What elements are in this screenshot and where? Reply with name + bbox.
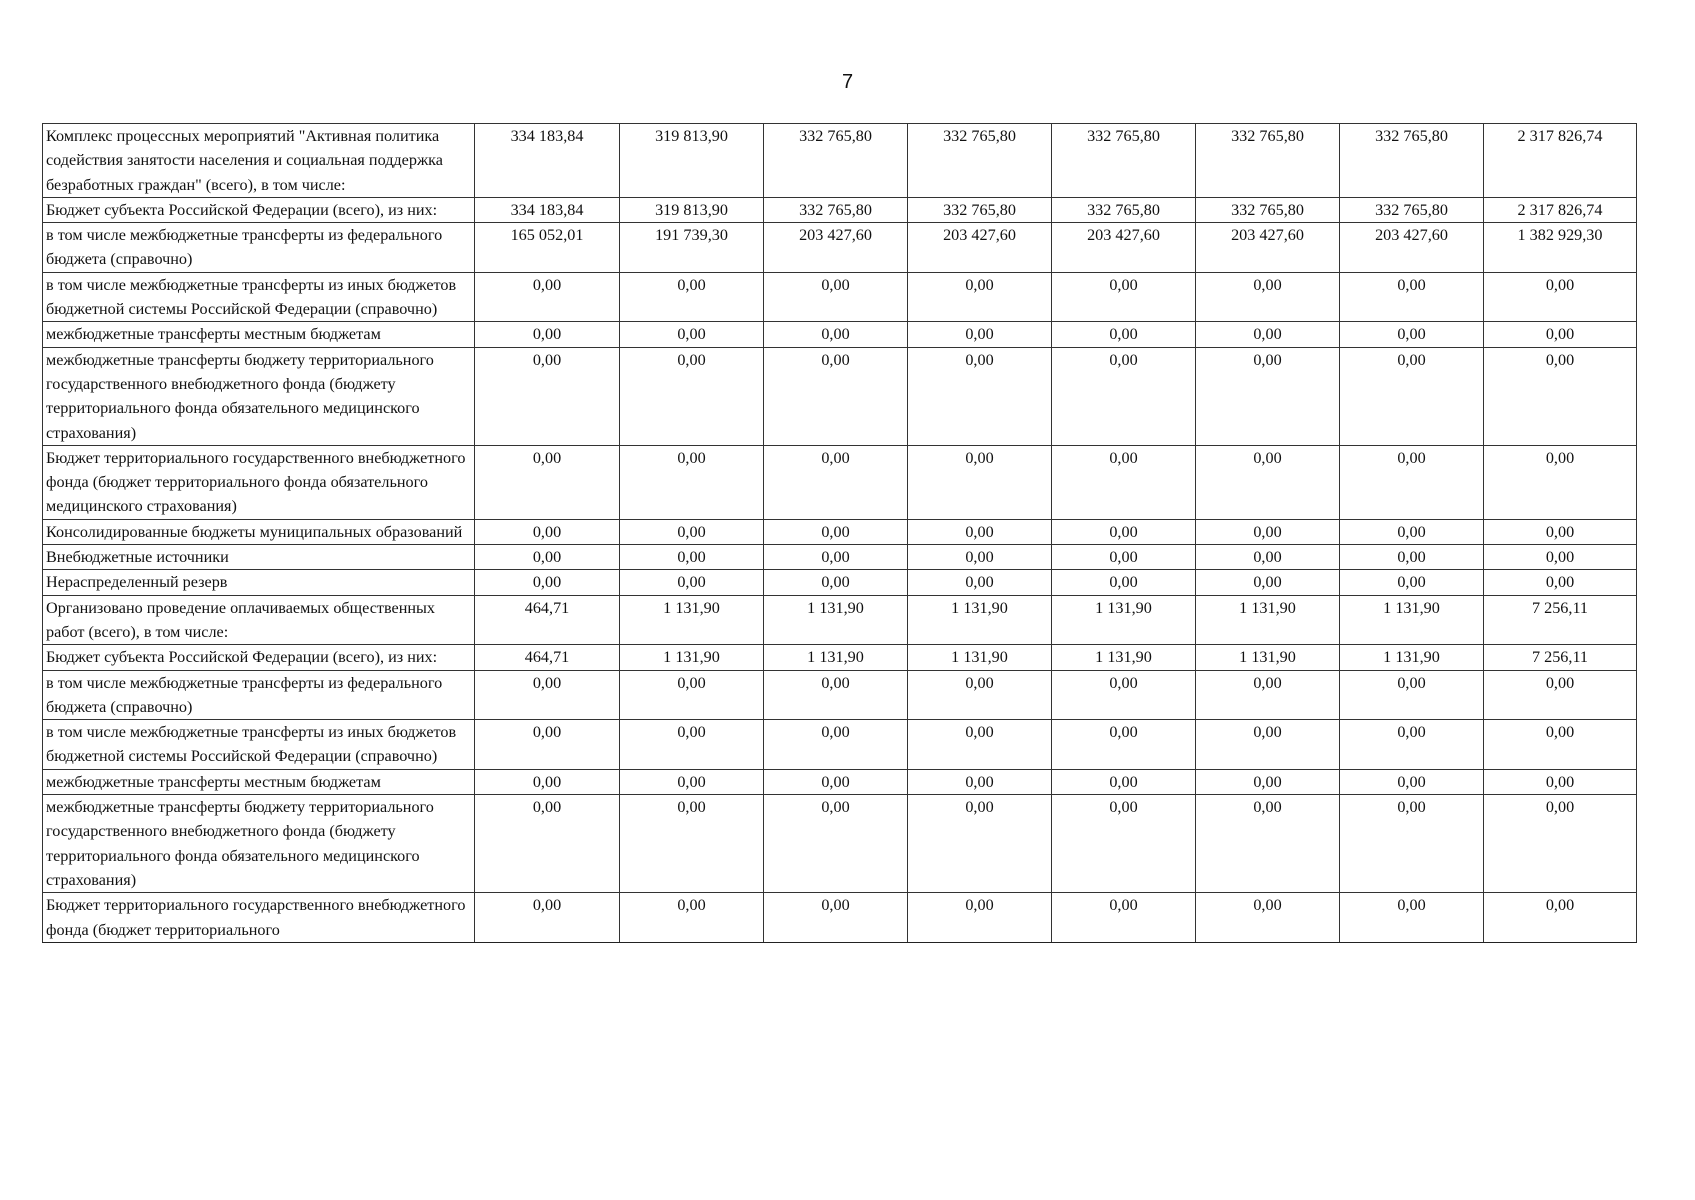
row-value-cell: 0,00 — [475, 519, 620, 544]
row-value-cell: 332 765,80 — [764, 197, 908, 222]
row-label: межбюджетные трансферты бюджету территориального государственного внебюджетного фонда (бюджету территориального фонда обязательного медицинского страхования) — [43, 347, 475, 445]
row-value-cell: 0,00 — [908, 347, 1052, 445]
row-value-cell: 0,00 — [908, 322, 1052, 347]
row-value-cell: 0,00 — [1052, 570, 1196, 595]
row-total-cell: 7 256,11 — [1484, 595, 1637, 645]
row-value-cell: 0,00 — [1052, 519, 1196, 544]
row-label: Консолидированные бюджеты муниципальных образований — [43, 519, 475, 544]
row-value-cell: 0,00 — [908, 720, 1052, 770]
row-total-cell: 2 317 826,74 — [1484, 124, 1637, 198]
row-value-cell: 0,00 — [764, 570, 908, 595]
row-total-cell: 7 256,11 — [1484, 645, 1637, 670]
row-value-cell: 1 131,90 — [620, 645, 764, 670]
row-label: в том числе межбюджетные трансферты из федерального бюджета (справочно) — [43, 670, 475, 720]
row-value-cell: 332 765,80 — [1196, 197, 1340, 222]
row-value-cell: 0,00 — [620, 519, 764, 544]
table-row — [43, 223, 1637, 273]
row-value-cell: 0,00 — [908, 445, 1052, 519]
row-value-cell: 0,00 — [1052, 272, 1196, 322]
row-total-cell: 0,00 — [1484, 720, 1637, 770]
row-value-cell: 1 131,90 — [620, 595, 764, 645]
row-total-cell: 0,00 — [1484, 670, 1637, 720]
row-value-cell: 0,00 — [620, 795, 764, 893]
row-value-cell: 319 813,90 — [620, 124, 764, 198]
row-value-cell: 0,00 — [1340, 445, 1484, 519]
table-row — [43, 197, 1637, 222]
row-value-cell: 203 427,60 — [1196, 223, 1340, 273]
row-value-cell: 0,00 — [908, 769, 1052, 794]
row-value-cell: 332 765,80 — [764, 124, 908, 198]
row-value-cell: 332 765,80 — [1052, 124, 1196, 198]
table-row — [43, 670, 1637, 720]
row-total-cell: 0,00 — [1484, 769, 1637, 794]
row-value-cell: 0,00 — [1196, 519, 1340, 544]
table-row — [43, 595, 1637, 645]
row-value-cell: 332 765,80 — [908, 124, 1052, 198]
row-value-cell: 0,00 — [764, 272, 908, 322]
row-label: в том числе межбюджетные трансферты из иных бюджетов бюджетной системы Российской Федерации (справочно) — [43, 272, 475, 322]
row-value-cell: 334 183,84 — [475, 197, 620, 222]
row-value-cell: 0,00 — [908, 519, 1052, 544]
row-value-cell: 0,00 — [1052, 795, 1196, 893]
row-label: в том числе межбюджетные трансферты из федерального бюджета (справочно) — [43, 223, 475, 273]
row-value-cell: 0,00 — [475, 445, 620, 519]
row-value-cell: 0,00 — [764, 445, 908, 519]
row-value-cell: 203 427,60 — [764, 223, 908, 273]
row-value-cell: 0,00 — [1340, 795, 1484, 893]
table-row — [43, 445, 1637, 519]
row-value-cell: 0,00 — [1340, 893, 1484, 943]
row-value-cell: 0,00 — [1052, 545, 1196, 570]
row-value-cell: 0,00 — [764, 670, 908, 720]
row-value-cell: 0,00 — [620, 893, 764, 943]
row-value-cell: 0,00 — [1052, 322, 1196, 347]
row-value-cell: 0,00 — [1052, 893, 1196, 943]
page-number: 7 — [841, 71, 854, 93]
row-value-cell: 0,00 — [764, 322, 908, 347]
row-value-cell: 0,00 — [1052, 347, 1196, 445]
row-value-cell: 0,00 — [1196, 545, 1340, 570]
row-label: Бюджет субъекта Российской Федерации (всего), из них: — [43, 197, 475, 222]
row-value-cell: 0,00 — [1196, 322, 1340, 347]
row-value-cell: 1 131,90 — [764, 645, 908, 670]
table-row — [43, 769, 1637, 794]
row-value-cell: 0,00 — [475, 893, 620, 943]
row-value-cell: 0,00 — [620, 445, 764, 519]
row-value-cell: 332 765,80 — [1340, 197, 1484, 222]
row-value-cell: 0,00 — [764, 795, 908, 893]
row-value-cell: 203 427,60 — [1340, 223, 1484, 273]
row-total-cell: 0,00 — [1484, 545, 1637, 570]
row-value-cell: 1 131,90 — [1340, 645, 1484, 670]
row-value-cell: 0,00 — [475, 322, 620, 347]
table-row — [43, 272, 1637, 322]
row-value-cell: 0,00 — [475, 347, 620, 445]
row-value-cell: 0,00 — [1052, 720, 1196, 770]
row-value-cell: 0,00 — [1196, 769, 1340, 794]
row-total-cell: 0,00 — [1484, 570, 1637, 595]
row-value-cell: 1 131,90 — [1340, 595, 1484, 645]
table-row — [43, 795, 1637, 893]
row-value-cell: 0,00 — [475, 795, 620, 893]
row-value-cell: 0,00 — [620, 272, 764, 322]
row-total-cell: 0,00 — [1484, 795, 1637, 893]
row-value-cell: 1 131,90 — [764, 595, 908, 645]
row-label: Организовано проведение оплачиваемых общественных работ (всего), в том числе: — [43, 595, 475, 645]
row-value-cell: 0,00 — [1196, 893, 1340, 943]
row-label: Бюджет территориального государственного внебюджетного фонда (бюджет территориального фонда обязательного медицинского страхования) — [43, 445, 475, 519]
row-value-cell: 203 427,60 — [908, 223, 1052, 273]
row-value-cell: 0,00 — [620, 720, 764, 770]
row-value-cell: 464,71 — [475, 595, 620, 645]
row-value-cell: 0,00 — [764, 519, 908, 544]
row-value-cell: 0,00 — [908, 570, 1052, 595]
row-value-cell: 1 131,90 — [908, 595, 1052, 645]
row-label: Комплекс процессных мероприятий "Активная политика содействия занятости населения и социальная поддержка безработных граждан" (всего), в том числе: — [43, 124, 475, 198]
row-value-cell: 0,00 — [908, 795, 1052, 893]
row-value-cell: 0,00 — [475, 272, 620, 322]
row-value-cell: 0,00 — [1196, 570, 1340, 595]
table-body — [43, 124, 1637, 943]
budget-table — [42, 123, 1637, 943]
row-value-cell: 0,00 — [475, 545, 620, 570]
table-row — [43, 124, 1637, 198]
row-value-cell: 0,00 — [1196, 670, 1340, 720]
table-row — [43, 322, 1637, 347]
table-row — [43, 893, 1637, 943]
row-value-cell: 1 131,90 — [908, 645, 1052, 670]
row-total-cell: 0,00 — [1484, 322, 1637, 347]
row-value-cell: 0,00 — [1340, 570, 1484, 595]
row-value-cell: 0,00 — [1052, 769, 1196, 794]
row-value-cell: 334 183,84 — [475, 124, 620, 198]
row-value-cell: 0,00 — [1340, 545, 1484, 570]
row-value-cell: 191 739,30 — [620, 223, 764, 273]
row-value-cell: 0,00 — [1340, 670, 1484, 720]
row-total-cell: 0,00 — [1484, 893, 1637, 943]
row-value-cell: 0,00 — [620, 347, 764, 445]
table-row — [43, 720, 1637, 770]
table-row — [43, 645, 1637, 670]
row-label: Внебюджетные источники — [43, 545, 475, 570]
row-label: в том числе межбюджетные трансферты из иных бюджетов бюджетной системы Российской Федерации (справочно) — [43, 720, 475, 770]
row-value-cell: 0,00 — [620, 769, 764, 794]
row-value-cell: 0,00 — [764, 893, 908, 943]
row-value-cell: 0,00 — [620, 545, 764, 570]
row-value-cell: 0,00 — [1340, 519, 1484, 544]
row-value-cell: 0,00 — [764, 769, 908, 794]
row-value-cell: 0,00 — [908, 545, 1052, 570]
row-total-cell: 0,00 — [1484, 519, 1637, 544]
row-label: межбюджетные трансферты бюджету территориального государственного внебюджетного фонда (бюджету территориального фонда обязательного медицинского страхования) — [43, 795, 475, 893]
row-value-cell: 0,00 — [620, 322, 764, 347]
row-value-cell: 0,00 — [1196, 795, 1340, 893]
row-value-cell: 332 765,80 — [908, 197, 1052, 222]
row-value-cell: 0,00 — [1340, 272, 1484, 322]
row-value-cell: 165 052,01 — [475, 223, 620, 273]
row-label: Нераспределенный резерв — [43, 570, 475, 595]
row-value-cell: 0,00 — [475, 769, 620, 794]
row-value-cell: 319 813,90 — [620, 197, 764, 222]
table-row — [43, 545, 1637, 570]
row-label: Бюджет субъекта Российской Федерации (всего), из них: — [43, 645, 475, 670]
row-value-cell: 332 765,80 — [1052, 197, 1196, 222]
row-value-cell: 0,00 — [475, 670, 620, 720]
row-total-cell: 1 382 929,30 — [1484, 223, 1637, 273]
row-total-cell: 0,00 — [1484, 272, 1637, 322]
row-value-cell: 0,00 — [1196, 347, 1340, 445]
row-value-cell: 332 765,80 — [1340, 124, 1484, 198]
row-value-cell: 0,00 — [1052, 445, 1196, 519]
row-value-cell: 0,00 — [908, 670, 1052, 720]
row-total-cell: 0,00 — [1484, 347, 1637, 445]
row-value-cell: 0,00 — [1340, 347, 1484, 445]
row-value-cell: 0,00 — [1196, 445, 1340, 519]
row-value-cell: 1 131,90 — [1052, 645, 1196, 670]
row-value-cell: 0,00 — [908, 272, 1052, 322]
row-value-cell: 0,00 — [908, 893, 1052, 943]
row-value-cell: 0,00 — [620, 570, 764, 595]
row-value-cell: 1 131,90 — [1196, 595, 1340, 645]
row-value-cell: 332 765,80 — [1196, 124, 1340, 198]
row-label: межбюджетные трансферты местным бюджетам — [43, 769, 475, 794]
row-value-cell: 0,00 — [1196, 720, 1340, 770]
row-value-cell: 0,00 — [620, 670, 764, 720]
row-value-cell: 0,00 — [764, 545, 908, 570]
row-value-cell: 0,00 — [1340, 322, 1484, 347]
table-row — [43, 570, 1637, 595]
table-row — [43, 347, 1637, 445]
row-value-cell: 0,00 — [1340, 720, 1484, 770]
row-value-cell: 0,00 — [764, 347, 908, 445]
row-value-cell: 464,71 — [475, 645, 620, 670]
row-label: межбюджетные трансферты местным бюджетам — [43, 322, 475, 347]
row-value-cell: 0,00 — [1196, 272, 1340, 322]
row-value-cell: 0,00 — [1340, 769, 1484, 794]
row-total-cell: 2 317 826,74 — [1484, 197, 1637, 222]
row-value-cell: 0,00 — [475, 720, 620, 770]
row-value-cell: 203 427,60 — [1052, 223, 1196, 273]
row-value-cell: 1 131,90 — [1052, 595, 1196, 645]
row-value-cell: 0,00 — [764, 720, 908, 770]
row-value-cell: 0,00 — [1052, 670, 1196, 720]
table-row — [43, 519, 1637, 544]
row-value-cell: 0,00 — [475, 570, 620, 595]
row-value-cell: 1 131,90 — [1196, 645, 1340, 670]
row-total-cell: 0,00 — [1484, 445, 1637, 519]
row-label: Бюджет территориального государственного внебюджетного фонда (бюджет территориального — [43, 893, 475, 943]
